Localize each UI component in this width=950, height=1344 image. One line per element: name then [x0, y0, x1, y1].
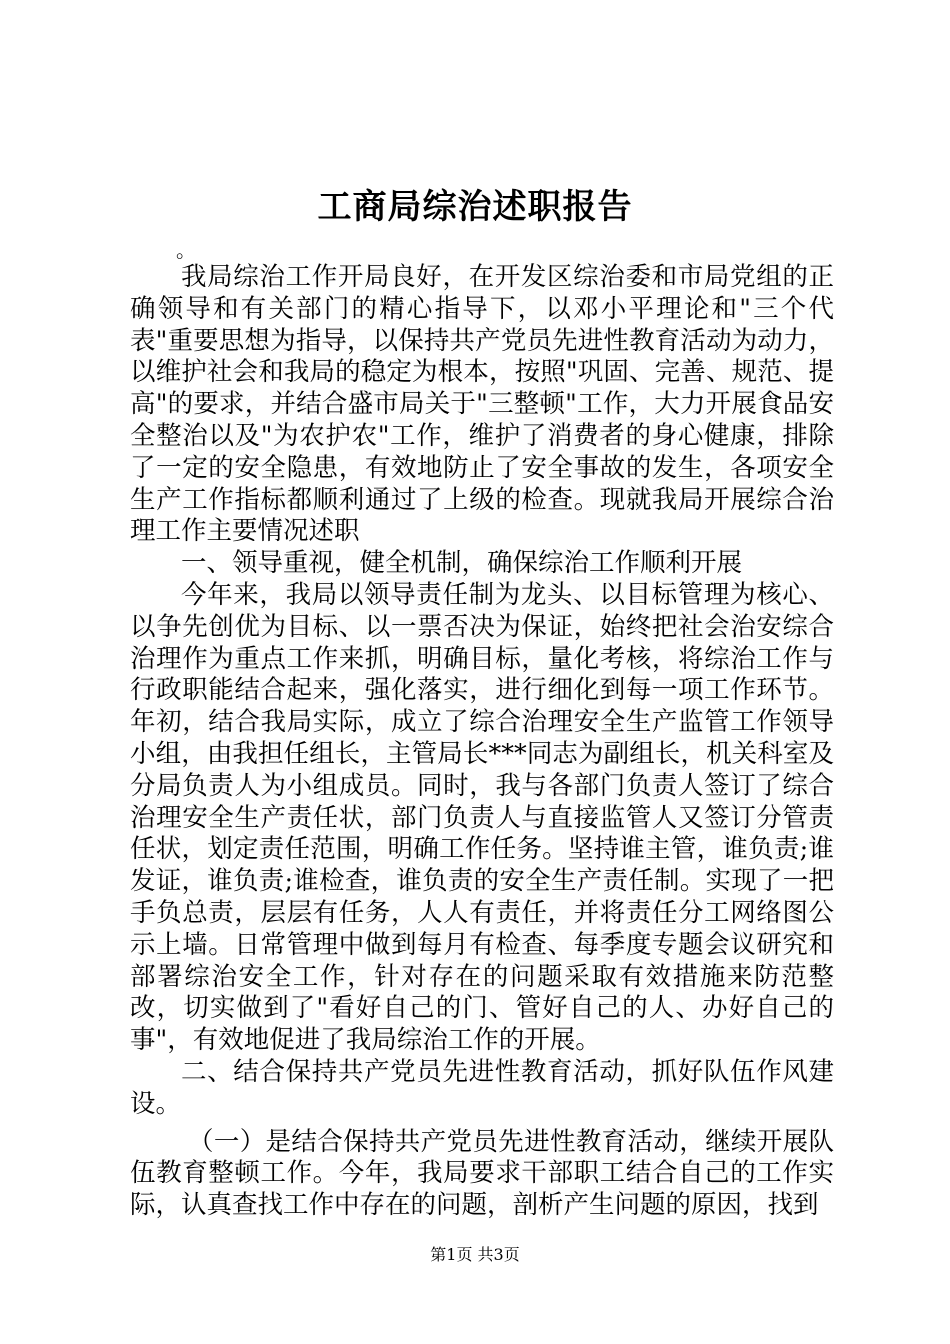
- intro-paragraph: 我局综治工作开局良好，在开发区综治委和市局党组的正确领导和有关部门的精心指导下，以邓小平理论和"三个代表"重要思想为指导，以保持共产党员先进性教育活动为动力，以维护社会和我局的稳定为根本，按照"巩固、完善、规范、提高"的要求，并结合盛市局关于"三整顿"工作，大力开展食品安全整治以及"为农护农"工作，维护了消费者的身心健康，排除了一定的安全隐患，有效地防止了安全事故的发生，各项安全生产工作指标都顺利通过了上级的检查。现就我局开展综合治理工作主要情况述职: [130, 262, 834, 547]
- section-heading-1: 一、领导重视，健全机制，确保综治工作顺利开展: [181, 548, 743, 579]
- section-heading-2: 二、结合保持共产党员先进性教育活动，抓好队伍作风建设。: [130, 1056, 834, 1119]
- stray-punctuation-mark: 。: [176, 238, 196, 262]
- page-footer: 第1页 共3页: [430, 1245, 520, 1264]
- section-1-paragraph: 今年来，我局以领导责任制为龙头、以目标管理为核心、以争先创优为目标、以一票否决为保证，始终把社会治安综合治理作为重点工作来抓，明确目标，量化考核，将综治工作与行政职能结合起来，强化落实，进行细化到每一项工作环节。年初，结合我局实际，成立了综合治理安全生产监管工作领导小组，由我担任组长，主管局长***同志为副组长，机关科室及分局负责人为小组成员。同时，我与各部门负责人签订了综合治理安全生产责任状，部门负责人与直接监管人又签订分管责任状，划定责任范围，明确工作任务。坚持谁主管，谁负责;谁发证，谁负责;谁检查，谁负责的安全生产责任制。实现了一把手负总责，层层有任务，人人有责任，并将责任分工网络图公示上墙。日常管理中做到每月有检查、每季度专题会议研究和部署综治安全工作，针对存在的问题采取有效措施来防范整改，切实做到了"看好自己的门、管好自己的人、办好自己的事"，有效地促进了我局综治工作的开展。: [130, 579, 834, 1056]
- document-body: [130, 262, 834, 1222]
- document-title: 工商局综治述职报告: [317, 187, 633, 227]
- subsection-1-paragraph: （一）是结合保持共产党员先进性教育活动，继续开展队伍教育整顿工作。今年，我局要求干部职工结合自己的工作实际，认真查找工作中存在的问题，剖析产生问题的原因，找到: [130, 1126, 834, 1221]
